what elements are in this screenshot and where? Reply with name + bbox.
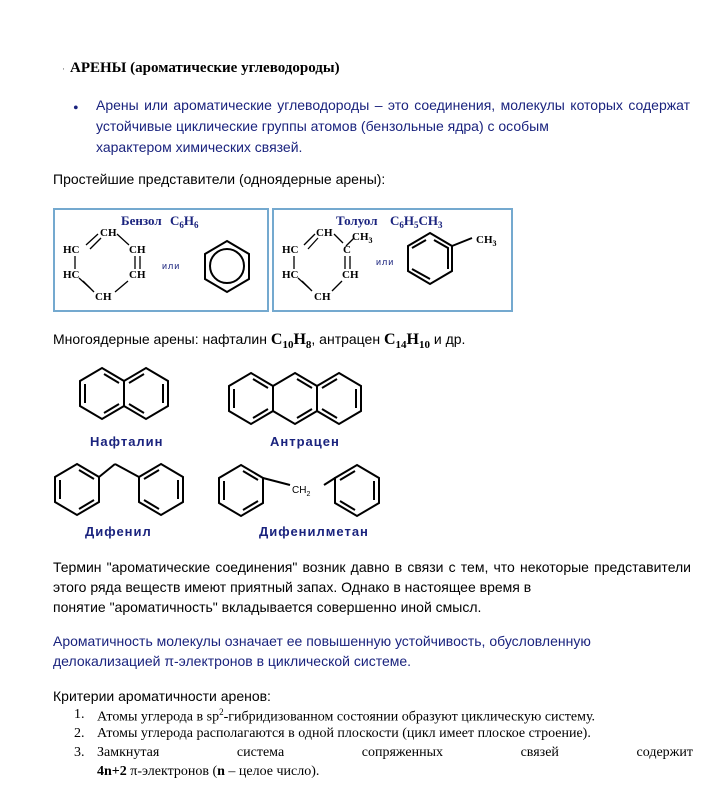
criteria-item-1: 1. Атомы углерода в $sp^2$-гибридизованном состоянии образуют циклическую систему. (74, 707, 596, 725)
toluene-ch-bottom: CH (314, 291, 331, 303)
benzene-or: или (162, 261, 181, 271)
aromaticity-definition: Ароматичность молекулы означает ее повышенную устойчивость, обусловленную делокализацией π-электронов в циклической системе. (53, 633, 591, 669)
criteria-item-3: 3. Замкнутая система сопряженных связей содержит 4n+2 π-электронов (n – целое число). (74, 745, 693, 779)
benzene-structure (55, 210, 267, 310)
toluene-hc-2: HC (282, 269, 299, 281)
bullet-point: • (73, 100, 79, 117)
benzene-hc-2: HC (63, 269, 80, 281)
intro-text: Арены или ароматические углеводороды – это соединения, молекулы которых содержат устойчивые циклические группы атомов (бензольные ядра) с особым (96, 97, 690, 134)
toluene-or: или (376, 257, 395, 267)
polynuclear-heading: Многоядерные арены: нафталин $C_{10}H_8$, антрацен $C_{14}H_{10}$ и др. (53, 331, 466, 352)
simple-arenes-heading: Простейшие представители (одноядерные арены): (53, 171, 386, 187)
benzene-ch-right-1: CH (129, 244, 146, 256)
criteria-heading: Критерии ароматичности аренов: (53, 688, 271, 704)
toluene-ch-top: CH (316, 227, 333, 239)
page-title: АРЕНЫ (ароматические углеводороды) (70, 60, 340, 76)
benzene-ch-top: CH (100, 227, 117, 239)
criteria-item-2: 2. Атомы углерода располагаются в одной плоскости (цикл имеет плоское строение). (74, 726, 591, 741)
toluene-c: C (343, 244, 351, 256)
polynuclear-structures (40, 355, 420, 545)
toluene-bonds (294, 234, 354, 291)
benzene-formula: $C_6H_6$ (170, 213, 199, 230)
biphenyl-label: Дифенил (85, 524, 152, 539)
term-paragraph: Термин "ароматические соединения" возник давно в связи с тем, что некоторые представители этого ряда веществ имеют приятный запах. Однако в настоящее время в понятие "ароматичность" вкладывается совершенно иной смысл. (53, 559, 691, 615)
toluene-structure (274, 210, 511, 310)
benzene-hc-1: HC (63, 244, 80, 256)
biphenyl-structure (55, 464, 183, 515)
toluene-ch3-right: $CH_3$ (476, 234, 497, 248)
benzene-bonds (75, 234, 140, 292)
diphenylmethane-label: Дифенилметан (259, 524, 369, 539)
benzene-box (53, 208, 269, 312)
toluene-hexagon (408, 233, 472, 284)
benzene-ch-bottom: CH (95, 291, 112, 303)
toluene-formula: $C_6H_5CH_3$ (390, 213, 443, 230)
intro-definition (96, 95, 690, 158)
toluene-ch-right: CH (342, 269, 359, 281)
toluene-name: Толуол (336, 213, 378, 228)
anthracene-structure (229, 373, 361, 424)
title-marker: · (62, 64, 65, 74)
toluene-box (272, 208, 513, 312)
toluene-hc-1: HC (282, 244, 299, 256)
anthracene-label: Антрацен (270, 434, 340, 449)
benzene-hexagon (205, 241, 249, 292)
intro-text-last: характером химических связей. (96, 139, 303, 155)
benzene-name: Бензол (121, 213, 162, 228)
ch2-label: $CH_2$ (292, 485, 311, 498)
toluene-ch3: $CH_3$ (352, 231, 373, 245)
benzene-ch-right-2: CH (129, 269, 146, 281)
naphthalene-label: Нафталин (90, 434, 164, 449)
naphthalene-structure (80, 368, 168, 419)
